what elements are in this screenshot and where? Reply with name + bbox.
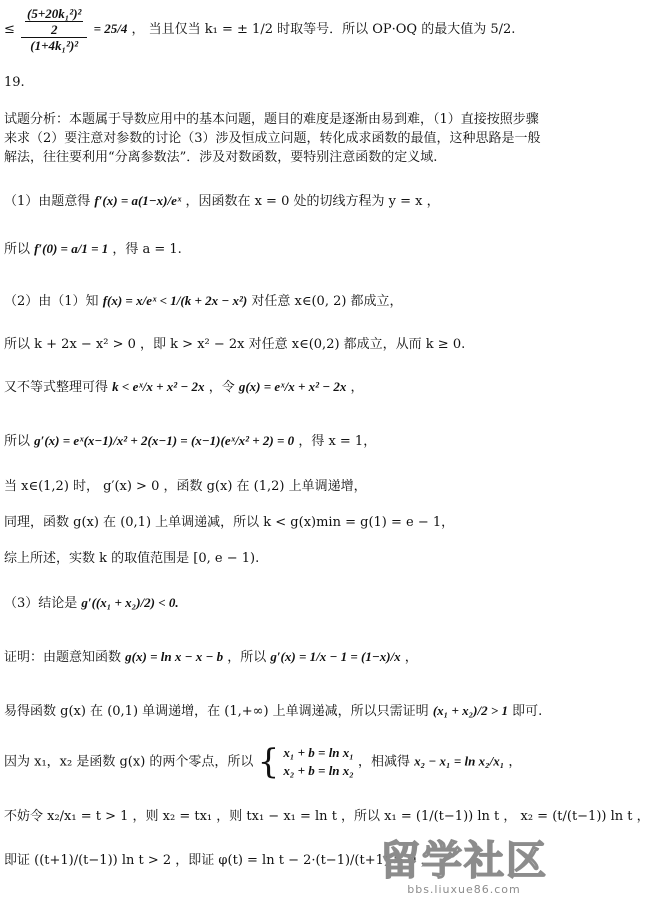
part2-condition-line <box>4 336 550 354</box>
g-derivative-formula: g′(x) = eˣ(x−1)/x² + 2(x−1) = (x−1)(eˣ/x² + 2) = 0 <box>34 433 295 448</box>
part3-formula: g′((x₁ + x₂)/2) < 0. <box>81 595 179 610</box>
part2-suffix: 对任意 x∈(0, 2) 都成立， <box>251 294 403 309</box>
substitution-line <box>4 808 650 826</box>
monotonic-suffix: 即可. <box>512 704 543 719</box>
problem-number-text: 19. <box>4 75 25 90</box>
line-1-rest: ， 当且仅当 k₁ = ± 1/2 时取等号．所以 OP·OQ 的最大值为 5/2. <box>131 22 516 37</box>
decreasing-line <box>4 514 550 532</box>
analysis-text: 试题分析：本题属于导数应用中的基本问题，题目的难度是逐渐由易到难，（1）直接按照步骤来求（2）要注意对参数的讨论（3）涉及恒成立问题，转化成求函数的最值，这种思路是一般解法，往往要利用“分离参数法”．涉及对数函数，要特别注意函数的定义域. <box>4 112 541 165</box>
conclusion-line <box>4 550 550 568</box>
proof-prefix: 证明：由题意知函数 <box>4 650 122 665</box>
part2-line <box>4 292 550 311</box>
rearrange-prefix: 又不等式整理可得 <box>4 380 109 395</box>
watermark-title: 留学社区 <box>380 838 548 884</box>
final-text: 即证 ((t+1)/(t−1)) ln t > 2 ，即证 φ(t) = ln t − 2·(t−1)/(t+1) > 0 ， <box>4 853 434 868</box>
part1-result-suffix: ，得 a = 1. <box>112 242 182 257</box>
rearrange-suffix: ， <box>350 380 364 395</box>
difference-formula: x₂ − x₁ = ln x₂/x₁ <box>414 753 505 769</box>
equation-system <box>283 744 353 780</box>
inner-fraction: $\frac{\text{(5+20k₁²)²}}{2}$ <box>27 6 82 37</box>
monotonic-prefix: 易得函数 g(x) 在 (0,1) 单调递增，在 (1,+∞) 上单调递减，所以只需证明 <box>4 704 429 719</box>
analysis-paragraph <box>4 110 550 167</box>
watermark <box>380 839 548 896</box>
k-bound-formula: k < eˣ/x + x² − 2x <box>112 379 205 394</box>
part2-condition-text: 所以 k + 2x − x² > 0 ，即 k > x² − 2x 对任意 x∈(0,2) 都成立，从而 k ≥ 0. <box>4 337 466 352</box>
left-brace: { <box>257 742 280 782</box>
system-eq-1: x₁ + b = ln x₁ <box>283 745 354 760</box>
inequality-formula: f(x) = x/eˣ < 1/(k + 2x − x²) <box>102 293 248 308</box>
nested-fraction: $\frac{\frac{\text{(5+20k₁²)²}}{2}}{\text{(1+4k₁²)²}}$ <box>21 6 87 53</box>
problem-number <box>4 74 550 92</box>
g-derivative-suffix: ，得 x = 1， <box>298 434 377 449</box>
derivative-formula: f′(x) = a(1−x)/eˣ <box>94 193 182 208</box>
equals-fraction: = 25/4 <box>93 21 128 36</box>
g-derivative-line <box>4 432 550 451</box>
mean-inequality: (x₁ + x₂)/2 > 1 <box>432 703 508 718</box>
part1-result-line <box>4 240 550 259</box>
zeros-mid: ，相减得 <box>357 754 410 770</box>
zeros-line <box>4 744 550 780</box>
substitution-text: 不妨令 x₂/x₁ = t > 1 ，则 x₂ = tx₁ ，则 tx₁ − x₁ = ln t ，所以 x₁ = (1/(t−1)) ln t ， x₂ = (t/(t−1)) ln t ， <box>4 809 650 824</box>
proof-mid: ，所以 <box>227 650 267 665</box>
decreasing-text: 同理，函数 g(x) 在 (0,1) 上单调递减，所以 k < g(x)min = g(1) = e − 1， <box>4 515 455 530</box>
rearrange-mid: ，令 <box>208 380 235 395</box>
increasing-line <box>4 478 550 496</box>
part1-line <box>4 192 550 211</box>
part1-prefix: （1）由题意得 <box>4 194 91 209</box>
g-derivative-prefix: 所以 <box>4 434 31 449</box>
g-ln-definition: g(x) = ln x − x − b <box>125 649 224 664</box>
zeros-prefix: 因为 x₁，x₂ 是函数 g(x) 的两个零点，所以 <box>4 754 254 770</box>
g-ln-derivative: g′(x) = 1/x − 1 = (1−x)/x <box>270 649 401 664</box>
equation-line-1 <box>4 6 550 53</box>
derivative-at-zero: f′(0) = a/1 = 1 <box>34 241 109 256</box>
g-definition: g(x) = eˣ/x + x² − 2x <box>238 379 347 394</box>
le-symbol: ≤ <box>4 22 15 37</box>
part2-prefix: （2）由（1）知 <box>4 294 99 309</box>
part3-line <box>4 594 550 613</box>
zeros-suffix: ， <box>508 754 522 770</box>
conclusion-text: 综上所述，实数 k 的取值范围是 [0, e − 1). <box>4 551 260 566</box>
proof-suffix: ， <box>404 650 418 665</box>
rearrange-line <box>4 378 550 397</box>
proof-line <box>4 648 550 667</box>
part1-suffix: ，因函数在 x = 0 处的切线方程为 y = x ， <box>185 194 440 209</box>
part1-result-prefix: 所以 <box>4 242 31 257</box>
watermark-url: bbs.liuxue86.com <box>407 883 521 896</box>
monotonic-line <box>4 702 550 721</box>
part3-prefix: （3）结论是 <box>4 596 78 611</box>
increasing-text: 当 x∈(1,2) 时， g′(x) > 0 ，函数 g(x) 在 (1,2) 上单调递增， <box>4 479 367 494</box>
system-eq-2: x₂ + b = ln x₂ <box>283 763 354 778</box>
